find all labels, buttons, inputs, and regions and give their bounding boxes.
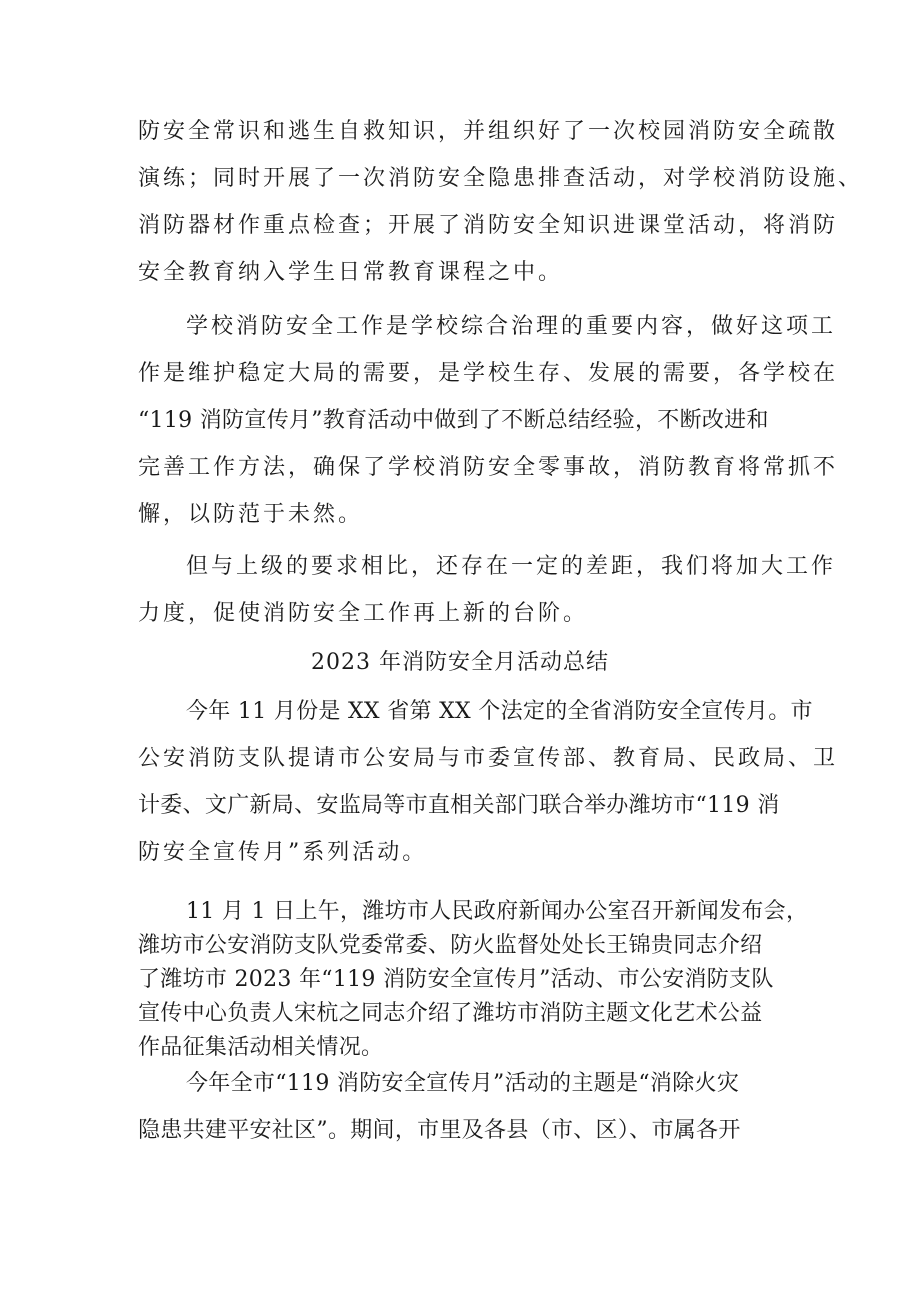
paragraph-line: 作是维护稳定大局的需要，是学校生存、发展的需要，各学校在: [138, 361, 839, 386]
paragraph-line: 完善工作方法，确保了学校消防安全零事故，消防教育将常抓不: [138, 455, 839, 480]
paragraph-line: 今年 11 月份是 XX 省第 XX 个法定的全省消防安全宣传月。市: [186, 699, 813, 724]
paragraph-line: 潍坊市公安消防支队党委常委、防火监督处处长王锦贵同志介绍: [138, 933, 763, 958]
paragraph-line: 作品征集活动相关情况。: [138, 1035, 384, 1060]
paragraph-line: 11 月 1 日上午，潍坊市人民政府新闻办公室召开新闻发布会，: [186, 899, 809, 924]
paragraph-line: “119 消防宣传月”教育活动中做到了不断总结经验，不断改进和: [138, 408, 769, 433]
paragraph-line: 了潍坊市 2023 年“119 消防安全宣传月”活动、市公安消防支队: [138, 967, 774, 992]
paragraph-line: 懈，以防范于未然。: [138, 502, 364, 527]
paragraph-line: 公安消防支队提请市公安局与市委宣传部、教育局、民政局、卫: [138, 746, 839, 771]
paragraph-line: 宣传中心负责人宋杭之同志介绍了潍坊市消防主题文化艺术公益: [138, 1001, 763, 1026]
paragraph-line: 防安全常识和逃生自救知识，并组织好了一次校园消防安全疏散: [138, 119, 839, 144]
paragraph-line: 防安全宣传月”系列活动。: [138, 840, 428, 865]
paragraph-line: 隐患共建平安社区”。期间，市里及各县（市、区）、市属各开: [138, 1118, 741, 1143]
paragraph-line: 力度，促使消防安全工作再上新的台阶。: [138, 601, 589, 626]
paragraph-line: 学校消防安全工作是学校综合治理的重要内容，做好这项工: [186, 314, 837, 339]
paragraph-line: 安全教育纳入学生日常教育课程之中。: [138, 260, 564, 285]
section-title: 2023 年消防安全月活动总结: [311, 650, 609, 675]
paragraph-line: 演练；同时开展了一次消防安全隐患排查活动，对学校消防设施、: [138, 166, 864, 191]
paragraph-line: 今年全市“119 消防安全宣传月”活动的主题是“消除火灾: [186, 1071, 740, 1096]
paragraph-line: 计委、文广新局、安监局等市直相关部门联合举办潍坊市“119 消: [138, 793, 780, 818]
paragraph-line: 消防器材作重点检查；开展了消防安全知识进课堂活动，将消防: [138, 213, 839, 238]
paragraph-line: 但与上级的要求相比，还存在一定的差距，我们将加大工作: [186, 554, 837, 579]
